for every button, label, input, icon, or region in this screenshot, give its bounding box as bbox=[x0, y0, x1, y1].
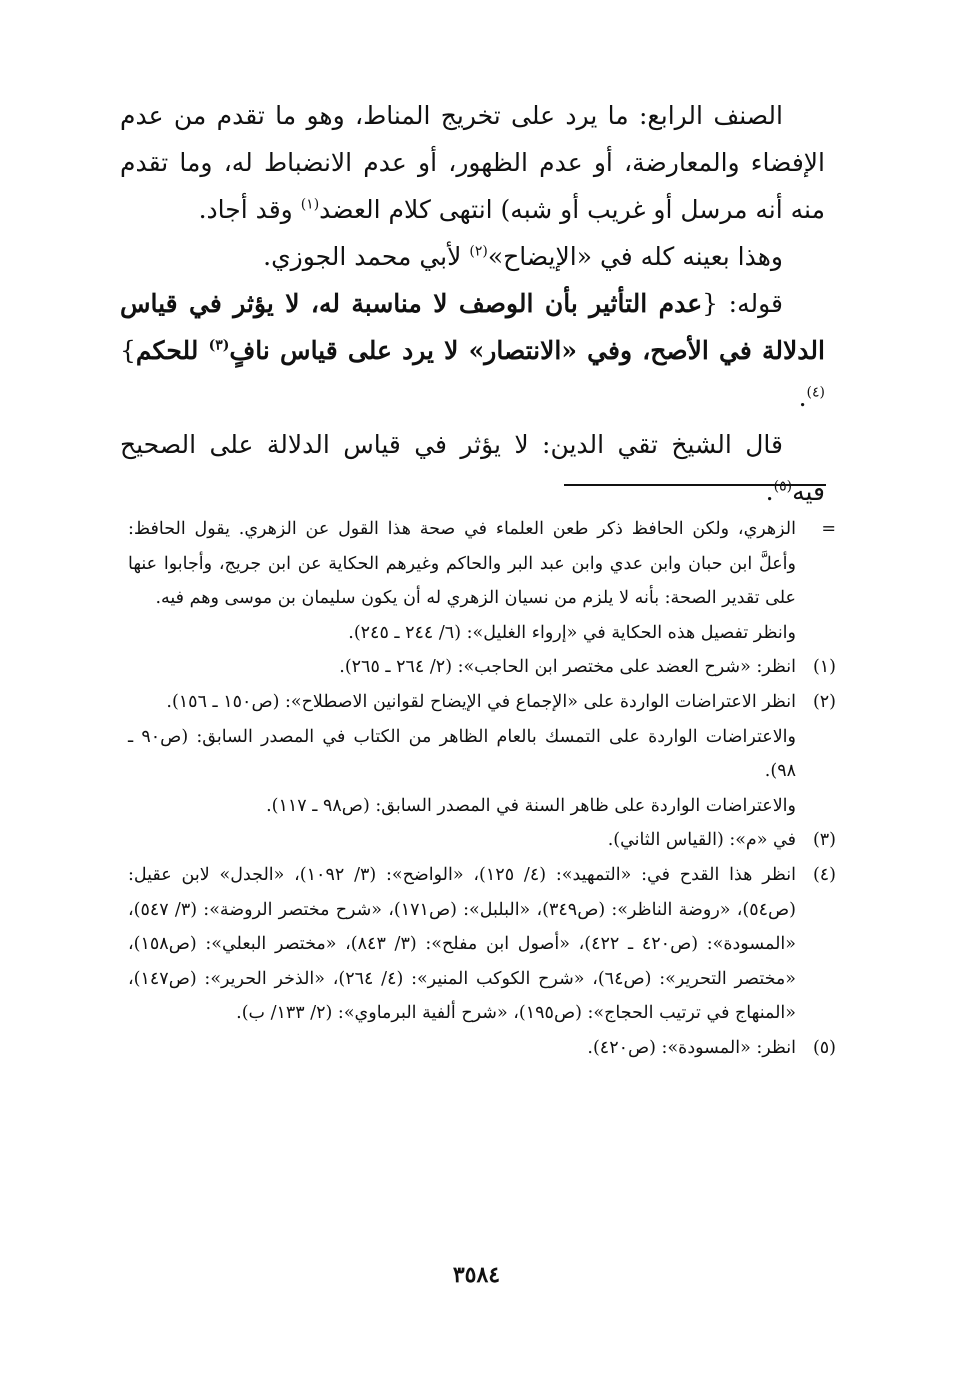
paragraph-2-text: وهذا بعينه كله في «الإيضاح» bbox=[487, 242, 783, 271]
paragraph-3-end: . bbox=[798, 383, 807, 412]
paragraph-3-lead: قوله: { bbox=[702, 289, 783, 318]
continuation-text: الزهري، ولكن الحافظ ذكر طعن العلماء في صحة هذا القول عن الزهري. يقول الحافظ: وأعلَّ ابن حبان وابن عدي وابن عبد البر والحاكم وغيرهم الحكاية عن ابن جريج، وأجابوا عنها على تقدير الصحة: بأنه لا يلزم من نسيان الزهري له أن يكون سليمان بن موسى وهم فيه. bbox=[128, 519, 796, 609]
footnote-text: والاعتراضات الواردة على ظاهر السنة في المصدر السابق: (ص٩٨ ـ ١١٧). bbox=[266, 795, 796, 816]
footnotes-section bbox=[128, 512, 836, 1066]
paragraph-3-close: } bbox=[120, 336, 136, 365]
footnote-ref-4[interactable]: (٤) bbox=[806, 384, 825, 401]
paragraph-2-tail: لأبي محمد الجوزي. bbox=[263, 242, 470, 271]
footnote-5 bbox=[128, 1031, 836, 1066]
footnote-marker: (٢) bbox=[812, 691, 836, 712]
continuation-mark: = bbox=[821, 519, 836, 539]
matn-quote-1: عدم التأثير بأن الوصف لا مناسبة له، لا يؤثر في قياس الدلالة في الأصح، وفي «الانتصار» لا يرد على قياس نافٍ bbox=[120, 289, 825, 365]
footnote-marker: (١) bbox=[812, 657, 836, 678]
footnote-text: انظر: «شرح العضد على مختصر ابن الحاجب»: (٢/ ٢٦٤ ـ ٢٦٥). bbox=[339, 657, 796, 678]
paragraph-4 bbox=[120, 421, 825, 515]
footnote-ref-3[interactable]: (٣) bbox=[208, 337, 230, 354]
paragraph-1 bbox=[120, 92, 825, 233]
page-number: ٣٥٨٤ bbox=[452, 1262, 501, 1288]
matn-quote-2: للحكم bbox=[135, 336, 209, 365]
footnote-text: انظر الاعتراضات الواردة على «الإجماع في الإيضاح لقوانين الاصطلاح»: (ص١٥٠ ـ ١٥٦). bbox=[166, 691, 796, 712]
continuation-extra: وانظر تفصيل هذه الحكاية في «إرواء الغليل»: (٦/ ٢٤٤ ـ ٢٤٥). bbox=[348, 622, 796, 643]
paragraph-2 bbox=[120, 233, 825, 280]
footnote-text: انظر هذا القدح في: «التمهيد»: (٤/ ١٢٥)، «الواضح»: (٣/ ١٠٩٢)، «الجدل» لابن عقيل: (ص٥٤)، «روضة الناظر»: (ص٣٤٩)، «البلبل»: (ص١٧١)، «شرح مختصر الروضة»: (٣/ ٥٤٧)، «المسودة»: (ص٤٢٠ ـ ٤٢٢)، «أصول ابن مفلح»: (٣/ ٨٤٣)، «مختصر البعلي»: (ص١٥٨)، «مختصر التحرير»: (ص٦٤)، «شرح الكوكب المنير»: (٤/ ٢٦٤)، «الذخر الحرير»: (ص١٤٧)، «المنهاج في ترتيب الحجاج»: (ص١٩٥)، «شرح ألفية البرماوي»: (٢/ ١٣٣/ ب). bbox=[128, 864, 797, 1024]
footnote-marker: (٤) bbox=[812, 864, 836, 885]
footnote-2 bbox=[128, 685, 836, 823]
footnote-separator bbox=[564, 484, 826, 486]
footnote-1 bbox=[128, 650, 836, 685]
paragraph-1-text: الصنف الرابع: ما يرد على تخريج المناط، وهو ما تقدم من عدم الإفضاء والمعارضة، أو عدم الظهور، أو عدم الانضباط له، وما تقدم منه أنه مرسل أو غريب أو شبه) انتهى كلام العضد bbox=[120, 101, 825, 224]
paragraph-4-text: قال الشيخ تقي الدين: لا يؤثر في قياس الدلالة على الصحيح فيه bbox=[120, 430, 825, 506]
footnote-4 bbox=[128, 858, 836, 1031]
footnote-3 bbox=[128, 823, 836, 858]
footnote-continuation bbox=[128, 512, 836, 650]
footnote-ref-5[interactable]: (٥) bbox=[773, 478, 793, 495]
footnote-text: في «م»: (القياس الثاني). bbox=[607, 830, 796, 851]
main-text bbox=[120, 92, 825, 515]
footnote-text: والاعتراضات الواردة على التمسك بالعام الظاهر من الكتاب في المصدر السابق: (ص٩٠ ـ ٩٨). bbox=[128, 726, 796, 782]
footnote-ref-1[interactable]: (١) bbox=[300, 196, 320, 213]
footnote-marker: (٣) bbox=[812, 830, 836, 851]
paragraph-1-tail: وقد أجاد. bbox=[198, 195, 301, 224]
footnote-text: انظر: «المسودة»: (ص٤٢٠). bbox=[587, 1037, 796, 1058]
paragraph-3 bbox=[120, 280, 825, 421]
footnote-marker: (٥) bbox=[812, 1037, 836, 1058]
footnote-ref-2[interactable]: (٢) bbox=[469, 243, 488, 260]
paragraph-4-end: . bbox=[765, 477, 774, 506]
